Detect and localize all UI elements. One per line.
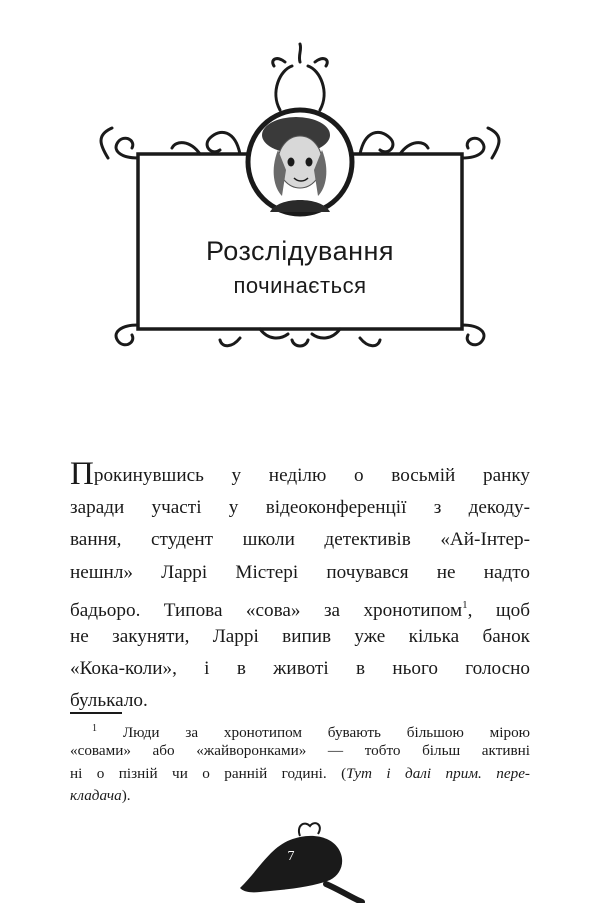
body-line: булькало. bbox=[70, 690, 148, 712]
footnote-line: $^1$ Люди за хронотипом бувають більшою мірою bbox=[92, 723, 531, 741]
body-line: бадьоро. Типова «сова» за хронотипом$^1$, щоб bbox=[70, 598, 530, 621]
chapter-subtitle: починається bbox=[233, 273, 367, 298]
body-paragraph bbox=[70, 456, 530, 718]
chapter-title: Розслідування bbox=[205, 236, 395, 266]
footnote-line: ні о пізній чи о ранній годині. (Тут і далі прим. пере- bbox=[70, 764, 530, 782]
detective-girl-portrait bbox=[248, 110, 352, 214]
body-line: нешнл» Ларрі Містері почувався не надто bbox=[70, 561, 530, 583]
page-number: 7 bbox=[287, 849, 295, 864]
footnote-divider bbox=[70, 712, 122, 714]
body-line: заради участі у відеоконференції з декоду- bbox=[70, 497, 530, 519]
footnote-line: кладача). bbox=[70, 787, 131, 805]
body-line: Прокинувшись у неділю о восьмій ранку bbox=[70, 456, 530, 492]
drop-cap: П bbox=[70, 456, 94, 492]
footnote-line: «совами» або «жайворонками» — тобто більш активні bbox=[70, 742, 530, 760]
body-line: не закуняти, Ларрі випив уже кілька банок bbox=[70, 625, 530, 647]
footnote bbox=[70, 718, 530, 808]
footnote-reference[interactable]: 1 bbox=[462, 598, 468, 611]
body-line: «Кока-коли», і в животі в нього голосно bbox=[70, 658, 530, 680]
footnote-marker: 1 bbox=[92, 723, 97, 734]
body-line: вання, студент школи детективів «Ай-Інтер- bbox=[70, 529, 530, 551]
ornamental-frame-icon bbox=[0, 0, 600, 380]
